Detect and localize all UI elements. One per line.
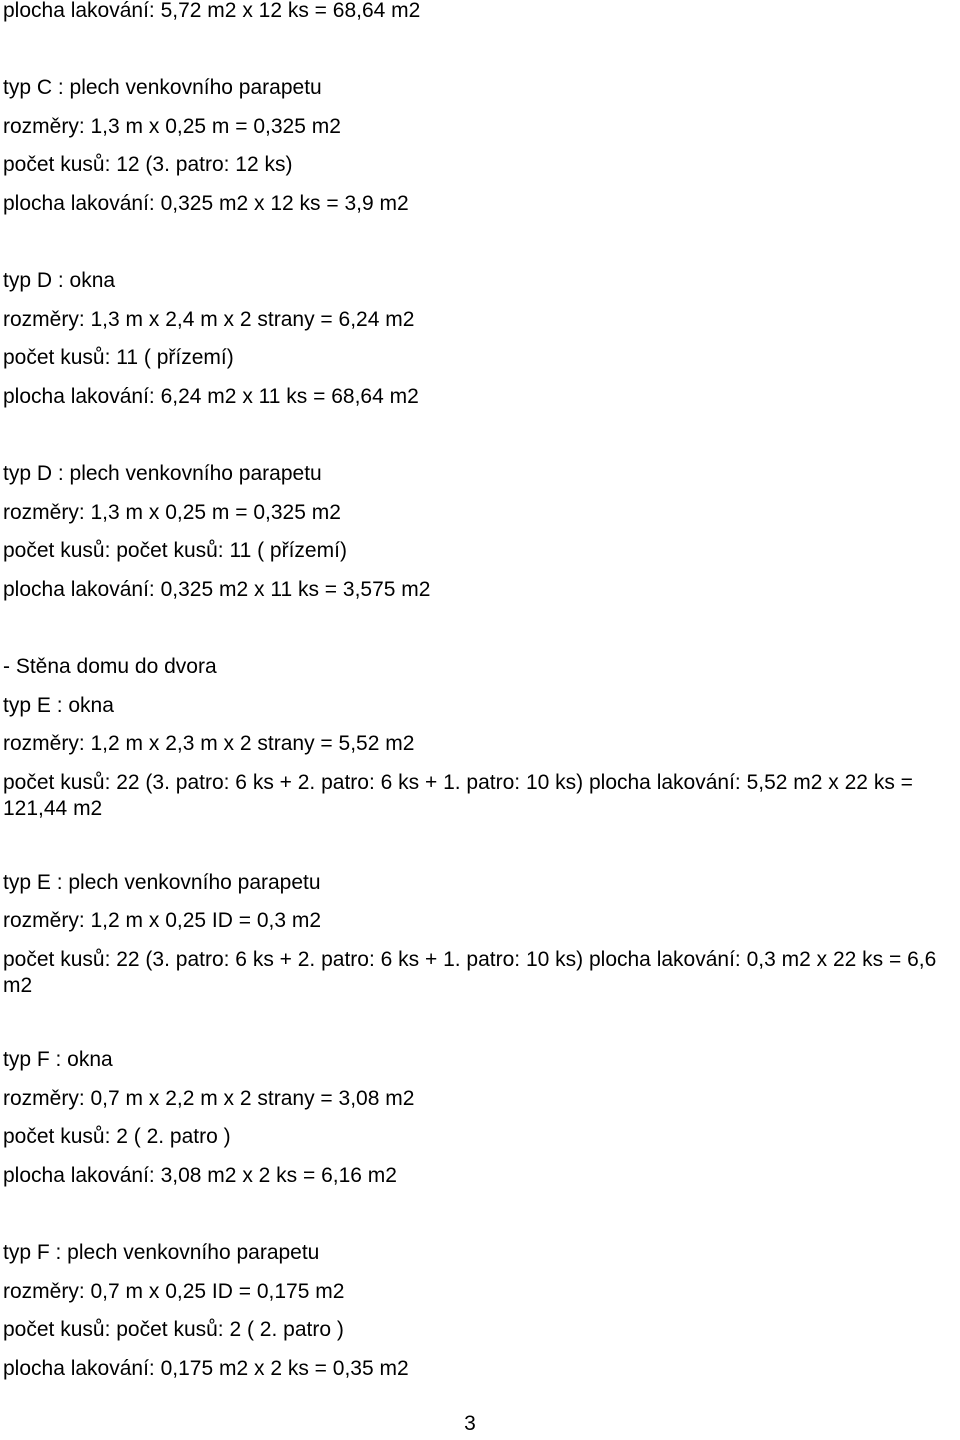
section-heading: typ F : okna xyxy=(3,1048,113,1072)
painted-area-line: plocha lakování: 3,08 m2 x 2 ks = 6,16 m2 xyxy=(3,1163,397,1187)
paragraph-gap xyxy=(3,224,955,263)
painted-area-line: plocha lakování: 0,325 m2 x 12 ks = 3,9 m2 xyxy=(3,191,409,215)
quantity-line: počet kusů: 2 ( 2. patro ) xyxy=(3,1125,231,1149)
section-courtyard-wall-type-e-windows xyxy=(3,648,955,828)
quantity-line: počet kusů: počet kusů: 11 ( přízemí) xyxy=(3,539,347,563)
dimensions-line: rozměry: 0,7 m x 2,2 m x 2 strany = 3,08 m2 xyxy=(3,1086,415,1110)
subsection-heading: - Stěna domu do dvora xyxy=(3,655,217,679)
section-heading: typ E : plech venkovního parapetu xyxy=(3,870,321,894)
dimensions-line: rozměry: 1,3 m x 2,4 m x 2 strany = 6,24 m2 xyxy=(3,307,415,331)
quantity-line: počet kusů: 12 (3. patro: 12 ks) xyxy=(3,153,293,177)
paragraph-gap xyxy=(3,1005,955,1041)
page-number: 3 xyxy=(464,1412,476,1435)
quantity-and-area-line: počet kusů: 22 (3. patro: 6 ks + 2. patro: 6 ks + 1. patro: 10 ks) plocha lakování: 5,52 m2 x 22 ks = 121,44 m2 xyxy=(3,770,913,820)
paragraph-gap xyxy=(3,417,955,456)
section-heading: typ E : okna xyxy=(3,693,114,717)
paragraph-gap xyxy=(3,828,955,864)
dimensions-line: rozměry: 1,2 m x 0,25 ID = 0,3 m2 xyxy=(3,909,322,933)
quantity-line: počet kusů: počet kusů: 2 ( 2. patro ) xyxy=(3,1318,344,1342)
paragraph-gap xyxy=(3,1195,955,1234)
section-type-c-parapet xyxy=(3,69,955,223)
section-heading: typ C : plech venkovního parapetu xyxy=(3,76,322,100)
section-type-d-windows xyxy=(3,262,955,416)
painted-area-line: plocha lakování: 0,325 m2 x 11 ks = 3,575 m2 xyxy=(3,577,431,601)
section-type-f-windows xyxy=(3,1041,955,1195)
section-heading: typ D : plech venkovního parapetu xyxy=(3,462,322,486)
paragraph-gap xyxy=(3,31,955,70)
dimensions-line: rozměry: 1,3 m x 0,25 m = 0,325 m2 xyxy=(3,500,341,524)
quantity-line: počet kusů: 11 ( přízemí) xyxy=(3,346,234,370)
painted-area-line: plocha lakování: 6,24 m2 x 11 ks = 68,64 m2 xyxy=(3,384,419,408)
dimensions-line: rozměry: 1,3 m x 0,25 m = 0,325 m2 xyxy=(3,114,341,138)
section-type-f-parapet xyxy=(3,1234,955,1388)
quantity-and-area-line: počet kusů: 22 (3. patro: 6 ks + 2. patro: 6 ks + 1. patro: 10 ks) plocha lakování: 0,3 m2 x 22 ks = 6,6 m2 xyxy=(3,948,937,998)
dimensions-line: rozměry: 1,2 m x 2,3 m x 2 strany = 5,52 m2 xyxy=(3,732,415,756)
section-heading: typ F : plech venkovního parapetu xyxy=(3,1241,320,1265)
document-body xyxy=(3,0,955,1388)
text-line: plocha lakování: 5,72 m2 x 12 ks = 68,64 m2 xyxy=(3,0,421,22)
dimensions-line: rozměry: 0,7 m x 0,25 ID = 0,175 m2 xyxy=(3,1279,345,1303)
section-type-d-parapet xyxy=(3,455,955,609)
section-heading: typ D : okna xyxy=(3,269,116,293)
paragraph-gap xyxy=(3,610,955,649)
painted-area-line: plocha lakování: 0,175 m2 x 2 ks = 0,35 m2 xyxy=(3,1356,409,1380)
section-type-e-parapet xyxy=(3,864,955,1005)
